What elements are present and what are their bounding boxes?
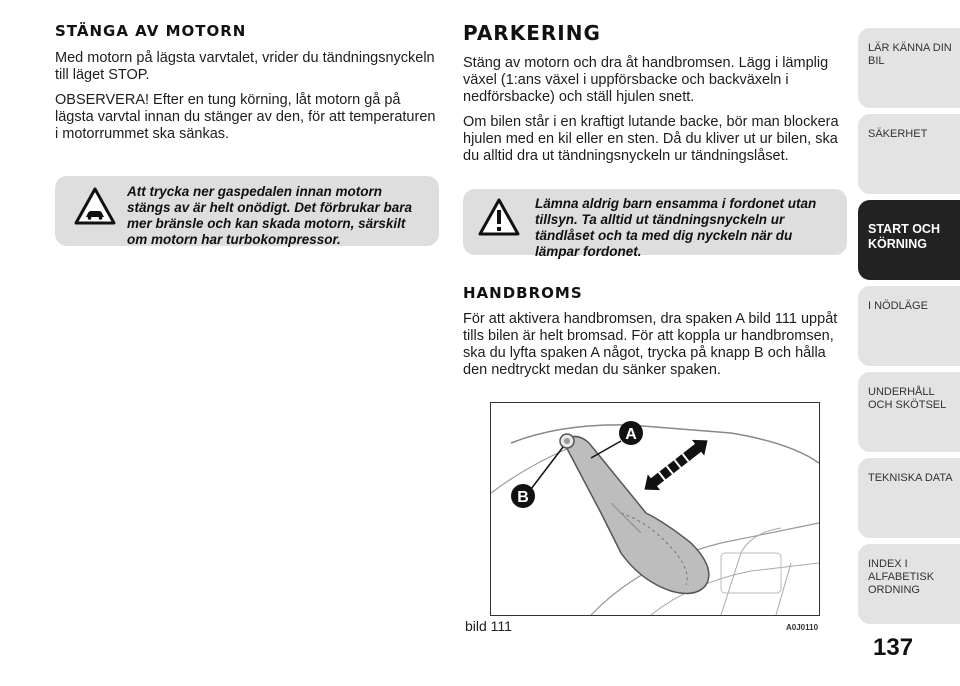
warning-text-children: Lämna aldrig barn ensamma i fordonet utan tillsyn. Ta alltid ut tändningsnyckeln ur tändlåset och ta med dig nyckeln när du lämpar fordonet. [535, 196, 817, 259]
paragraph: OBSERVERA! Efter en tung körning, låt motorn gå på lägsta varvtal innan du stänger av den, för att temperaturen i motorrummet ska sänkas. [55, 92, 436, 142]
tab-i-nodlage[interactable] [858, 286, 960, 366]
figure-code: A0J0110 [786, 623, 819, 632]
tab-label: UNDERHÅLL OCH SKÖTSEL [868, 386, 947, 411]
tab-index-i-alfabetisk-ordning[interactable] [858, 544, 960, 624]
warning-text-engine: Att trycka ner gaspedalen innan motorn stängs av är helt onödigt. Det förbrukar bara mer bränsle och kan skada motorn, särskilt om motorn har turbokompressor. [127, 184, 413, 247]
tab-label: I NÖDLÄGE [868, 300, 928, 312]
tab-label: SÄKERHET [868, 128, 928, 140]
figure-handbrake-illustration [490, 402, 820, 616]
paragraph: Med motorn på lägsta varvtalet, vrider du tändningsnyckeln till läget STOP. [55, 50, 435, 83]
tab-label: INDEX I ALFABETISK ORDNING [868, 558, 935, 596]
label-b-text: B [517, 489, 529, 506]
heading-parkering: PARKERING [463, 21, 601, 45]
handbrake-drawing [491, 403, 819, 615]
paragraph: För att aktivera handbromsen, dra spaken A bild 111 uppåt tills bilen är helt bromsad. För att koppla ur handbromsen, ska du lyfta spaken A något, trycka på knapp B och hålla den nedtryckt medan du sänker spaken. [463, 311, 838, 378]
page-number: 137 [873, 634, 914, 661]
tab-tekniska-data[interactable] [858, 458, 960, 538]
tab-label: TEKNISKA DATA [868, 472, 953, 484]
tab-lar-kanna-din-bil[interactable] [858, 28, 960, 108]
heading-stanga-av-motorn: STÄNGA AV MOTORN [55, 22, 247, 40]
warning-box-children [463, 189, 847, 259]
right-body-text [463, 55, 848, 173]
tab-underhall-och-skotsel[interactable] [858, 372, 960, 452]
tab-label: START OCH KÖRNING [868, 222, 940, 251]
tab-label: LÄR KÄNNA DIN BIL [868, 42, 952, 67]
warning-car-icon [73, 186, 117, 226]
warning-box-engine [55, 176, 439, 246]
direction-arrow-icon [638, 432, 713, 497]
paragraph: Stäng av motorn och dra åt handbromsen. Lägg i lämplig växel (1:ans växel i uppförsbacke och backväxeln i nedförsbacke) och ställ hjulen snett. [463, 55, 829, 105]
handbrake-text [463, 311, 848, 387]
label-a-text: A [625, 426, 637, 443]
tab-start-och-korning[interactable] [858, 200, 960, 280]
warning-exclamation-icon [477, 197, 521, 237]
heading-handbroms: HANDBROMS [463, 284, 583, 302]
paragraph: Om bilen står i en kraftigt lutande backe, bör man blockera hjulen med en kil eller en sten. Då du kliver ut ur bilen, ska du alltid dra ut tändningsnyckeln ur tändningslåset. [463, 114, 839, 164]
tab-sakerhet[interactable] [858, 114, 960, 194]
left-body-text [55, 50, 440, 151]
figure-caption: bild 111 [465, 618, 512, 634]
